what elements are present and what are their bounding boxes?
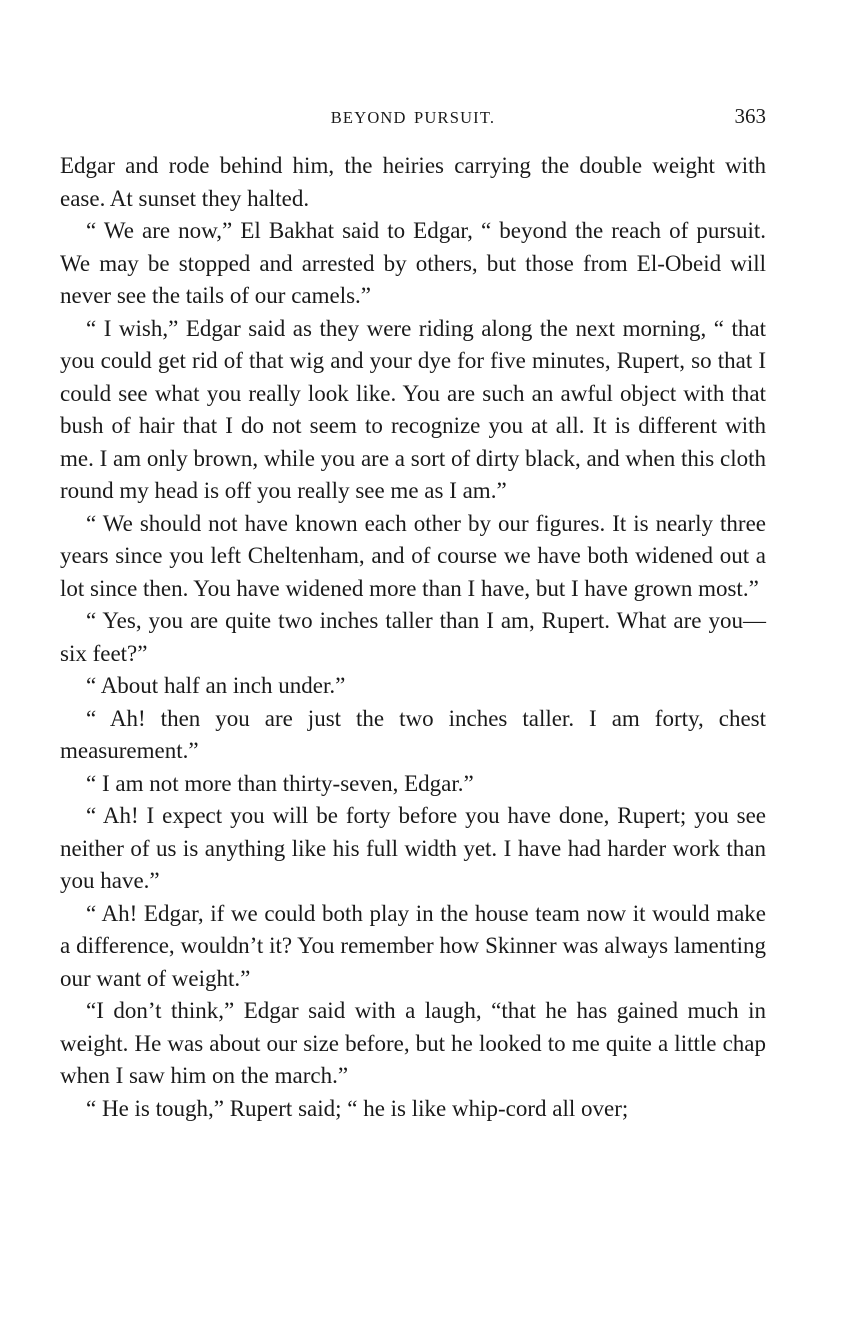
paragraph: “ About half an inch under.” [86, 673, 346, 698]
paragraph: “ Ah! I expect you will be forty before you have done, Rupert; you see neither of us is anything like his full width yet. I have had harder work than you have.” [60, 803, 766, 893]
paragraph: “ I wish,” Edgar said as they were riding along the next morning, “ that you could get rid of that wig and your dye for five minutes, Rupert, so that I could see what you really look like. You are such an awful object with that bush of hair that I do not seem to recognize you at all. It is different with me. I am only brown, while you are a sort of dirty black, and when this cloth round my head is off you really see me as I am.” [60, 315, 766, 503]
running-header [60, 104, 766, 134]
paragraph: “ We should not have known each other by our figures. It is nearly three years since you left Cheltenham, and of course we have both widened out a lot since then. You have widened more than I have, but I have grown most.” [60, 510, 766, 601]
paragraph: “ Ah! then you are just the two inches taller. I am forty, chest measurement.” [60, 705, 766, 763]
paragraph: “I don’t think,” Edgar said with a laugh, “that he has gained much in weight. He was about our size before, but he looked to me quite a little chap when I saw him on the march.” [60, 998, 766, 1088]
chapter-title: BEYOND PURSUIT. [330, 108, 496, 127]
paragraph: “ We are now,” El Bakhat said to Edgar, “ beyond the reach of pursuit. We may be stopped and arrested by others, but those from El-Obeid will never see the tails of our camels.” [60, 218, 766, 308]
paragraph: “ Ah! Edgar, if we could both play in the house team now it would make a difference, wouldn’t it? You remember how Skinner was always lamenting our want of weight.” [60, 900, 766, 991]
paragraph: Edgar and rode behind him, the heiries carrying the double weight with ease. At sunset they halted. [60, 153, 766, 211]
paragraph: “ He is tough,” Rupert said; “ he is like whip-cord all over; [86, 1095, 629, 1121]
paragraph: “ I am not more than thirty-seven, Edgar.” [86, 770, 474, 796]
paragraph: “ Yes, you are quite two inches taller than I am, Rupert. What are you—six feet?” [60, 608, 766, 666]
page-number: 363 [734, 104, 766, 128]
body-text [60, 150, 766, 1125]
